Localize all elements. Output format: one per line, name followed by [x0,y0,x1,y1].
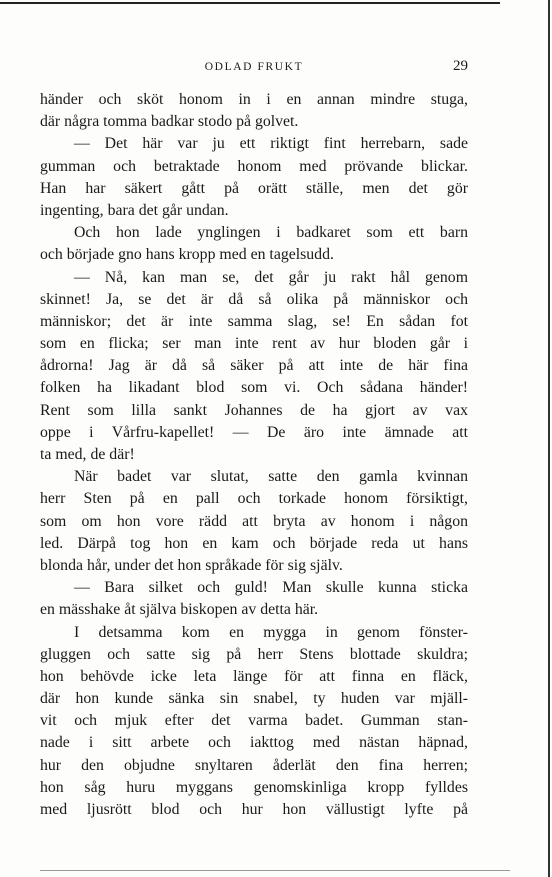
text-line: led. Därpå tog hon en kam och började reda ut hans [40,534,468,552]
body-text [40,89,468,821]
page-number: 29 [453,58,468,74]
text-line: Och hon lade ynglingen i badkaret som ett barn [74,224,468,242]
text-line: folken ha likadant blod som vi. Och sådana händer! [40,379,468,397]
text-line: I detsamma kom en mygga in genom fönster- [74,623,468,641]
text-line: — Nå, kan man se, det går ju rakt hål genom [74,268,468,286]
text-line: som en flicka; ser man inte rent av hur bloden går i [40,335,468,353]
page-edge-shadow [548,0,550,877]
text-line: en mässhake åt själva biskopen av detta här. [40,601,319,619]
text-line: — Det här var ju ett riktigt fint herrebarn, sade [74,135,468,153]
text-line: blonda hår, under det hon språkade för sig själv. [40,556,343,574]
top-edge-rule [0,2,500,4]
text-line: gluggen och satte sig på herr Stens blottade skuldra; [40,645,468,663]
text-line: människor; det är inte samma slag, se! En sådan fot [40,312,468,330]
text-line: hon såg huru myggans genomskinliga kropp fylldes [40,778,468,796]
text-line: där några tomma badkar stodo på golvet. [40,113,299,131]
text-line: gumman och betraktade honom med prövande blickar. [40,157,468,175]
text-line: ingenting, bara det går undan. [40,201,229,219]
text-line: skinnet! Ja, se det är då så olika på människor och [40,290,468,308]
text-line: Rent som lilla sankt Johannes de ha gjort av vax [40,401,468,419]
page-header [40,58,468,78]
text-line: och började gno hans kropp med en tagelsudd. [40,246,334,264]
running-title: ODLAD FRUKT [204,61,304,73]
text-line: nade i sitt arbete och iakttog med nästan häpnad, [40,734,468,752]
text-line: hur den objudne snyltaren åderlät den fina herren; [40,756,468,774]
text-line: Han har säkert gått på orätt ställe, men det gör [40,179,468,197]
text-line: herr Sten på en pall och torkade honom försiktigt, [40,490,468,508]
text-line: ådrorna! Jag är då så säker på att inte de här fina [40,357,468,375]
text-line: med ljusrött blod och hur hon vällustigt lyfte på [40,801,468,818]
text-line: vit och mjuk efter det varma badet. Gumman stan- [40,712,468,730]
text-line: — Bara silket och guld! Man skulle kunna sticka [74,579,468,597]
text-line: När badet var slutat, satte den gamla kvinnan [74,468,468,486]
text-line: oppe i Vårfru-kapellet! — De äro inte ämnade att [40,423,468,441]
text-line: händer och sköt honom in i en annan mindre stuga, [40,91,468,108]
text-line: som om hon vore rädd att bryta av honom i någon [40,512,468,530]
text-line: hon behövde icke leta länge för att finna en fläck, [40,667,468,685]
bottom-edge-rule [40,870,510,871]
text-line: där hon kunde sänka sin snabel, ty huden var mjäll- [40,690,468,708]
text-line: ta med, de där! [40,446,135,463]
